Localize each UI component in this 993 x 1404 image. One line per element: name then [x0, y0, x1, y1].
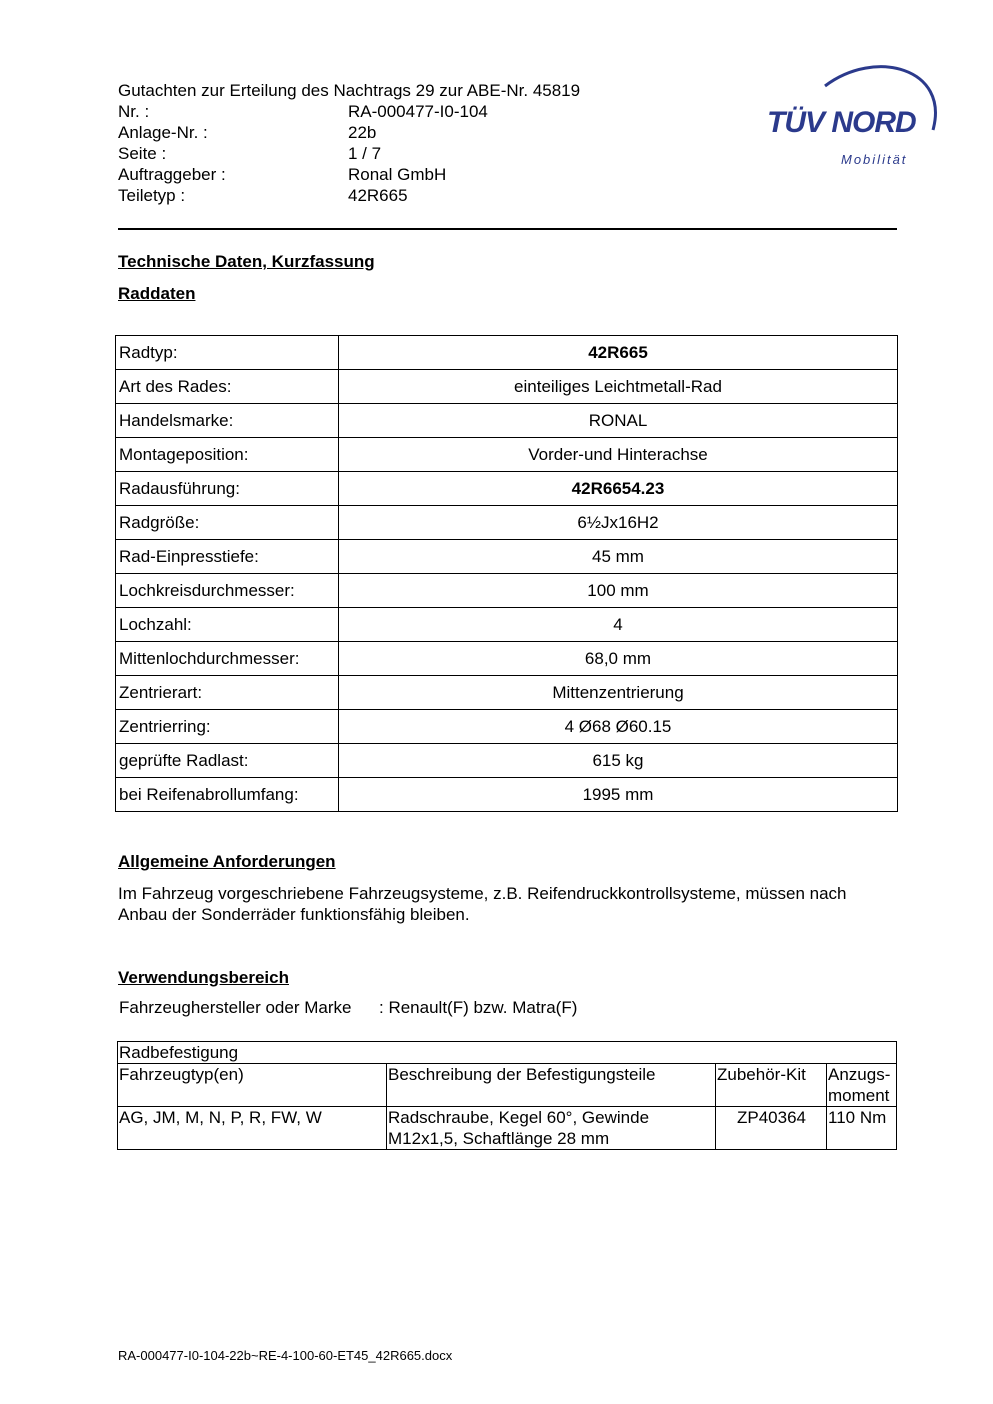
- mounting-caption-row: [118, 1042, 897, 1064]
- meta-row-teiletyp: [118, 185, 580, 206]
- row-value: 6½Jx16H2: [339, 506, 898, 540]
- mounting-table: [117, 1041, 897, 1150]
- meta-value: 42R665: [348, 186, 408, 205]
- meta-label: Auftraggeber :: [118, 165, 226, 184]
- logo-subtitle: Mobilität: [841, 152, 908, 167]
- row-label: Zentrierart:: [116, 676, 339, 710]
- row-value: 68,0 mm: [339, 642, 898, 676]
- meta-value: 1 / 7: [348, 144, 382, 163]
- table-row: [116, 506, 898, 540]
- table-row: [116, 642, 898, 676]
- usage-row: [119, 998, 577, 1018]
- mounting-caption: Radbefestigung: [118, 1042, 897, 1064]
- row-label: Lochkreisdurchmesser:: [116, 574, 339, 608]
- table-row: [116, 438, 898, 472]
- table-row: [116, 540, 898, 574]
- table-row: [116, 472, 898, 506]
- row-value: 4: [339, 608, 898, 642]
- row-label: Lochzahl:: [116, 608, 339, 642]
- row-value: 42R6654.23: [339, 472, 898, 506]
- heading-allgemeine-anforderungen: Allgemeine Anforderungen: [118, 852, 336, 871]
- row-value: 615 kg: [339, 744, 898, 778]
- header-fahrzeugtyp: Fahrzeugtyp(en): [118, 1064, 387, 1107]
- usage-label: Fahrzeughersteller oder Marke: [119, 998, 352, 1017]
- table-row: [116, 574, 898, 608]
- wheel-data-table: [115, 335, 898, 812]
- footer-filename: RA-000477-I0-104-22b~RE-4-100-60-ET45_42R665.docx: [118, 1348, 453, 1363]
- row-value: 4 Ø68 Ø60.15: [339, 710, 898, 744]
- row-label: bei Reifenabrollumfang:: [116, 778, 339, 812]
- meta-label: Seite :: [118, 144, 167, 163]
- meta-value: RA-000477-I0-104: [348, 102, 488, 121]
- cell-fahrzeugtypen: AG, JM, M, N, P, R, FW, W: [118, 1107, 387, 1150]
- meta-row-seite: [118, 143, 580, 164]
- meta-value: 22b: [348, 123, 377, 142]
- meta-label: Teiletyp :: [118, 186, 186, 205]
- table-row: [116, 778, 898, 812]
- cell-zubehoer-kit: ZP40364: [716, 1107, 827, 1150]
- row-label: Rad-Einpresstiefe:: [116, 540, 339, 574]
- table-row: [116, 744, 898, 778]
- header-anzugsmoment: Anzugs-moment: [827, 1064, 897, 1107]
- row-label: Mittenlochdurchmesser:: [116, 642, 339, 676]
- row-label: Radgröße:: [116, 506, 339, 540]
- header-zubehoer-kit: Zubehör-Kit: [716, 1064, 827, 1107]
- row-label: Radausführung:: [116, 472, 339, 506]
- meta-label: Anlage-Nr. :: [118, 123, 208, 142]
- header-divider: [118, 228, 897, 230]
- mounting-header-row: [118, 1064, 897, 1107]
- meta-value: Ronal GmbH: [348, 165, 447, 184]
- meta-row-nr: [118, 101, 580, 122]
- table-row: [116, 404, 898, 438]
- document-header: [118, 80, 580, 206]
- table-row: [116, 336, 898, 370]
- allgemeine-text: Im Fahrzeug vorgeschriebene Fahrzeugsysteme, z.B. Reifendruckkontrollsysteme, müssen nach Anbau der Sonderräder funktionsfähig bleiben.: [118, 884, 847, 924]
- heading-technische-daten: Technische Daten, Kurzfassung: [118, 252, 375, 271]
- logo-wordmark: TÜV NORD: [767, 106, 916, 139]
- table-row: [116, 370, 898, 404]
- table-row: [118, 1107, 897, 1150]
- table-row: [116, 676, 898, 710]
- row-value: einteiliges Leichtmetall-Rad: [339, 370, 898, 404]
- cell-anzugsmoment: 110 Nm: [827, 1107, 897, 1150]
- row-label: Zentrierring:: [116, 710, 339, 744]
- row-value: RONAL: [339, 404, 898, 438]
- row-label: geprüfte Radlast:: [116, 744, 339, 778]
- row-value: 45 mm: [339, 540, 898, 574]
- usage-value: : Renault(F) bzw. Matra(F): [379, 998, 578, 1017]
- meta-row-anlage: [118, 122, 580, 143]
- cell-beschreibung: Radschraube, Kegel 60°, Gewinde M12x1,5, Schaftlänge 28 mm: [387, 1107, 716, 1150]
- meta-label: Nr. :: [118, 102, 150, 121]
- meta-row-auftraggeber: [118, 164, 580, 185]
- row-label: Handelsmarke:: [116, 404, 339, 438]
- row-value: 42R665: [339, 336, 898, 370]
- row-value: Vorder-und Hinterachse: [339, 438, 898, 472]
- document-title: Gutachten zur Erteilung des Nachtrags 29 zur ABE-Nr. 45819: [118, 81, 581, 100]
- row-value: 100 mm: [339, 574, 898, 608]
- table-row: [116, 608, 898, 642]
- row-value: Mittenzentrierung: [339, 676, 898, 710]
- row-label: Montageposition:: [116, 438, 339, 472]
- tuev-nord-logo: [765, 58, 945, 173]
- header-beschreibung: Beschreibung der Befestigungsteile: [387, 1064, 716, 1107]
- table-row: [116, 710, 898, 744]
- heading-verwendungsbereich: Verwendungsbereich: [118, 968, 289, 987]
- row-label: Art des Rades:: [116, 370, 339, 404]
- row-value: 1995 mm: [339, 778, 898, 812]
- heading-raddaten: Raddaten: [118, 284, 196, 303]
- row-label: Radtyp:: [116, 336, 339, 370]
